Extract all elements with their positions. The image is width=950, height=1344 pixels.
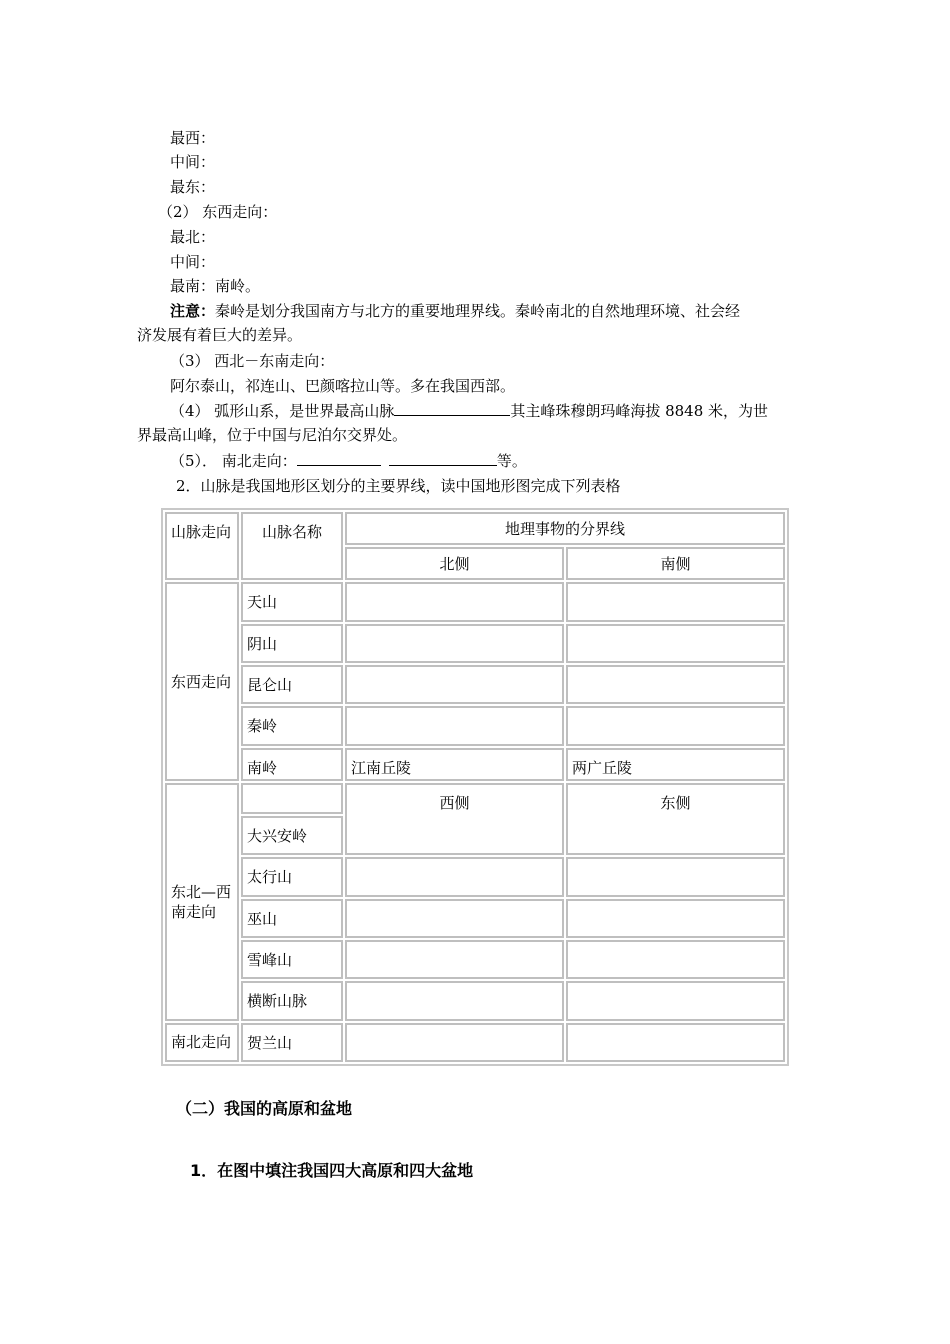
note-label: 注意： [170,302,216,320]
east-side-cell[interactable] [566,857,785,896]
mountain-name: 贺兰山 [241,1023,343,1062]
west-side-cell[interactable] [345,899,564,938]
direction-east-west: 东西走向 [165,582,239,781]
east-side-cell[interactable] [566,940,785,979]
text-middle: 中间： [170,153,216,171]
text-south: 最南：南岭。 [170,277,261,295]
item-5-text-a: （5）． 南北走向： [170,452,297,470]
section-title: （二）我国的高原和盆地 [176,1099,353,1118]
item-5-line [170,451,527,471]
header-east-side: 东侧 [566,783,785,855]
mountain-name: 昆仑山 [241,665,343,704]
west-side-cell[interactable] [345,857,564,896]
header-west-side: 西侧 [345,783,564,855]
section-question-1: 1．在图中填注我国四大高原和四大盆地 [190,1161,474,1180]
mountain-name: 雪峰山 [241,940,343,979]
south-side-cell[interactable] [566,582,785,621]
note-text-continued: 济发展有着巨大的差异。 [137,326,303,344]
note-text: 秦岭是划分我国南方与北方的重要地理界线。秦岭南北的自然地理环境、社会经 [215,302,741,320]
item-3-text: 阿尔泰山，祁连山、巴颜喀拉山等。多在我国西部。 [170,377,516,395]
west-side-cell[interactable] [345,940,564,979]
north-side-cell[interactable] [345,624,564,663]
header-north-side: 北侧 [345,547,564,580]
north-side-cell[interactable] [345,665,564,704]
mountain-name: 大兴安岭 [241,816,343,855]
south-side-cell[interactable] [566,624,785,663]
item-4-text-a: （4） 弧形山系，是世界最高山脉 [170,402,395,420]
south-side-cell: 两广丘陵 [566,748,785,781]
mountain-name: 秦岭 [241,706,343,745]
mountain-name: 阴山 [241,624,343,663]
text-middle-2: 中间： [170,253,216,271]
mountain-name: 太行山 [241,857,343,896]
mountain-name: 横断山脉 [241,981,343,1020]
item-2-heading: （2） 东西走向： [158,203,278,221]
east-side-cell[interactable] [566,1023,785,1062]
item-4-text-b: 其主峰珠穆朗玛峰海拔 8848 米，为世 [510,402,769,420]
item-4-line [170,401,768,421]
note-paragraph [170,301,740,321]
east-side-cell[interactable] [566,981,785,1020]
west-side-cell[interactable] [345,981,564,1020]
header-south-side: 南侧 [566,547,785,580]
mountain-name: 天山 [241,582,343,621]
text-north: 最北： [170,228,216,246]
south-side-cell[interactable] [566,665,785,704]
north-side-cell: 江南丘陵 [345,748,564,781]
fill-blank[interactable] [389,451,497,466]
mountain-name: 南岭 [241,748,343,781]
fill-blank[interactable] [297,451,381,466]
mountain-name-empty [241,783,343,814]
text-west: 最西： [170,129,216,147]
west-side-cell[interactable] [345,1023,564,1062]
header-direction: 山脉走向 [165,512,239,580]
direction-north-south: 南北走向 [165,1023,239,1062]
north-side-cell[interactable] [345,706,564,745]
header-name: 山脉名称 [241,512,343,580]
item-4-text-c: 界最高山峰，位于中国与尼泊尔交界处。 [137,426,408,444]
mountain-name: 巫山 [241,899,343,938]
question-2: 2．山脉是我国地形区划分的主要界线，读中国地形图完成下列表格 [176,477,621,495]
fill-blank[interactable] [394,401,510,416]
header-boundary: 地理事物的分界线 [345,512,785,545]
east-side-cell[interactable] [566,899,785,938]
south-side-cell[interactable] [566,706,785,745]
mountain-boundary-table [161,508,789,1066]
text-east: 最东： [170,178,216,196]
north-side-cell[interactable] [345,582,564,621]
item-5-text-b: 等。 [496,452,527,470]
item-3-heading: （3） 西北－东南走向： [170,352,335,370]
direction-northeast-southwest: 东北—西南走向 [165,783,239,1021]
